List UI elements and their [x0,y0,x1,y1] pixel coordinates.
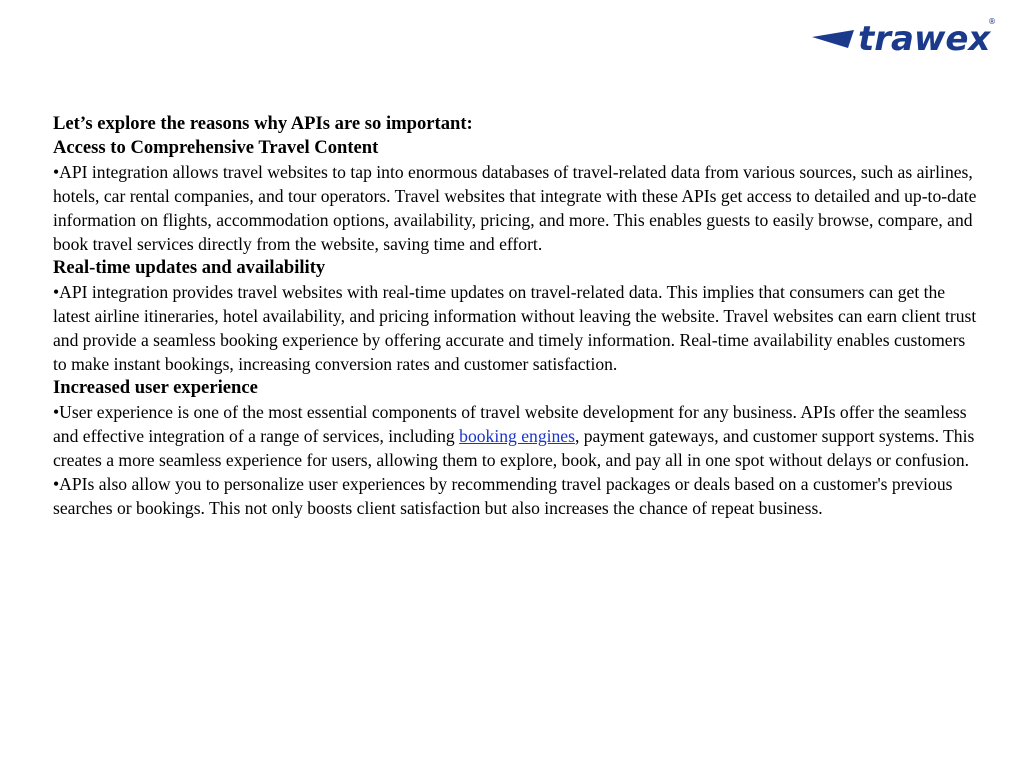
section-paragraph-with-link [53,400,983,472]
paper-plane-icon [812,30,854,48]
section-heading-travel-content: Access to Comprehensive Travel Content [53,137,379,158]
section-heading-realtime-updates: Real-time updates and availability [53,257,326,278]
registered-mark: ® [988,17,996,26]
article-body [53,112,983,520]
trawex-logo[interactable] [812,16,1002,56]
paragraph-text-before-link: •User experience is one of the most essential components of travel website development for any business. APIs offer the seamless and effective integration of a range of services, including [53,402,967,446]
section-paragraph: •APIs also allow you to personalize user experiences by recommending travel packages or deals based on a customer's previous searches or bookings. This not only boosts client satisfaction but also increases the chance of repeat business. [53,474,953,518]
trawex-logo-graphic [812,16,1002,56]
section-paragraph: •API integration allows travel websites to tap into enormous databases of travel-related data from various sources, such as airlines, hotels, car rental companies, and tour operators. Travel websites that integrate with these APIs get access to detailed and up-to-date information on flights, accommodation options, availability, pricing, and more. This enables guests to easily browse, compare, and book travel services directly from the website, saving time and effort. [53,162,977,254]
section-paragraph: •API integration provides travel websites with real-time updates on travel-related data. This implies that consumers can get the latest airline itineraries, hotel availability, and pricing information without leaving the website. Travel websites can earn client trust and provide a seamless booking experience by offering accurate and timely information. Real-time availability enables customers to make instant bookings, increasing conversion rates and customer satisfaction. [53,282,977,374]
logo-wordmark: trawex [858,19,991,56]
paragraph-text-after-link: , payment gateways, and customer support systems. This creates a more seamless experience for users, allowing them to explore, book, and pay all in one spot without delays or confusion. [53,426,975,470]
intro-heading: Let’s explore the reasons why APIs are so important: [53,113,473,134]
section-heading-user-experience: Increased user experience [53,377,258,398]
booking-engines-link[interactable]: booking engines [459,426,575,446]
